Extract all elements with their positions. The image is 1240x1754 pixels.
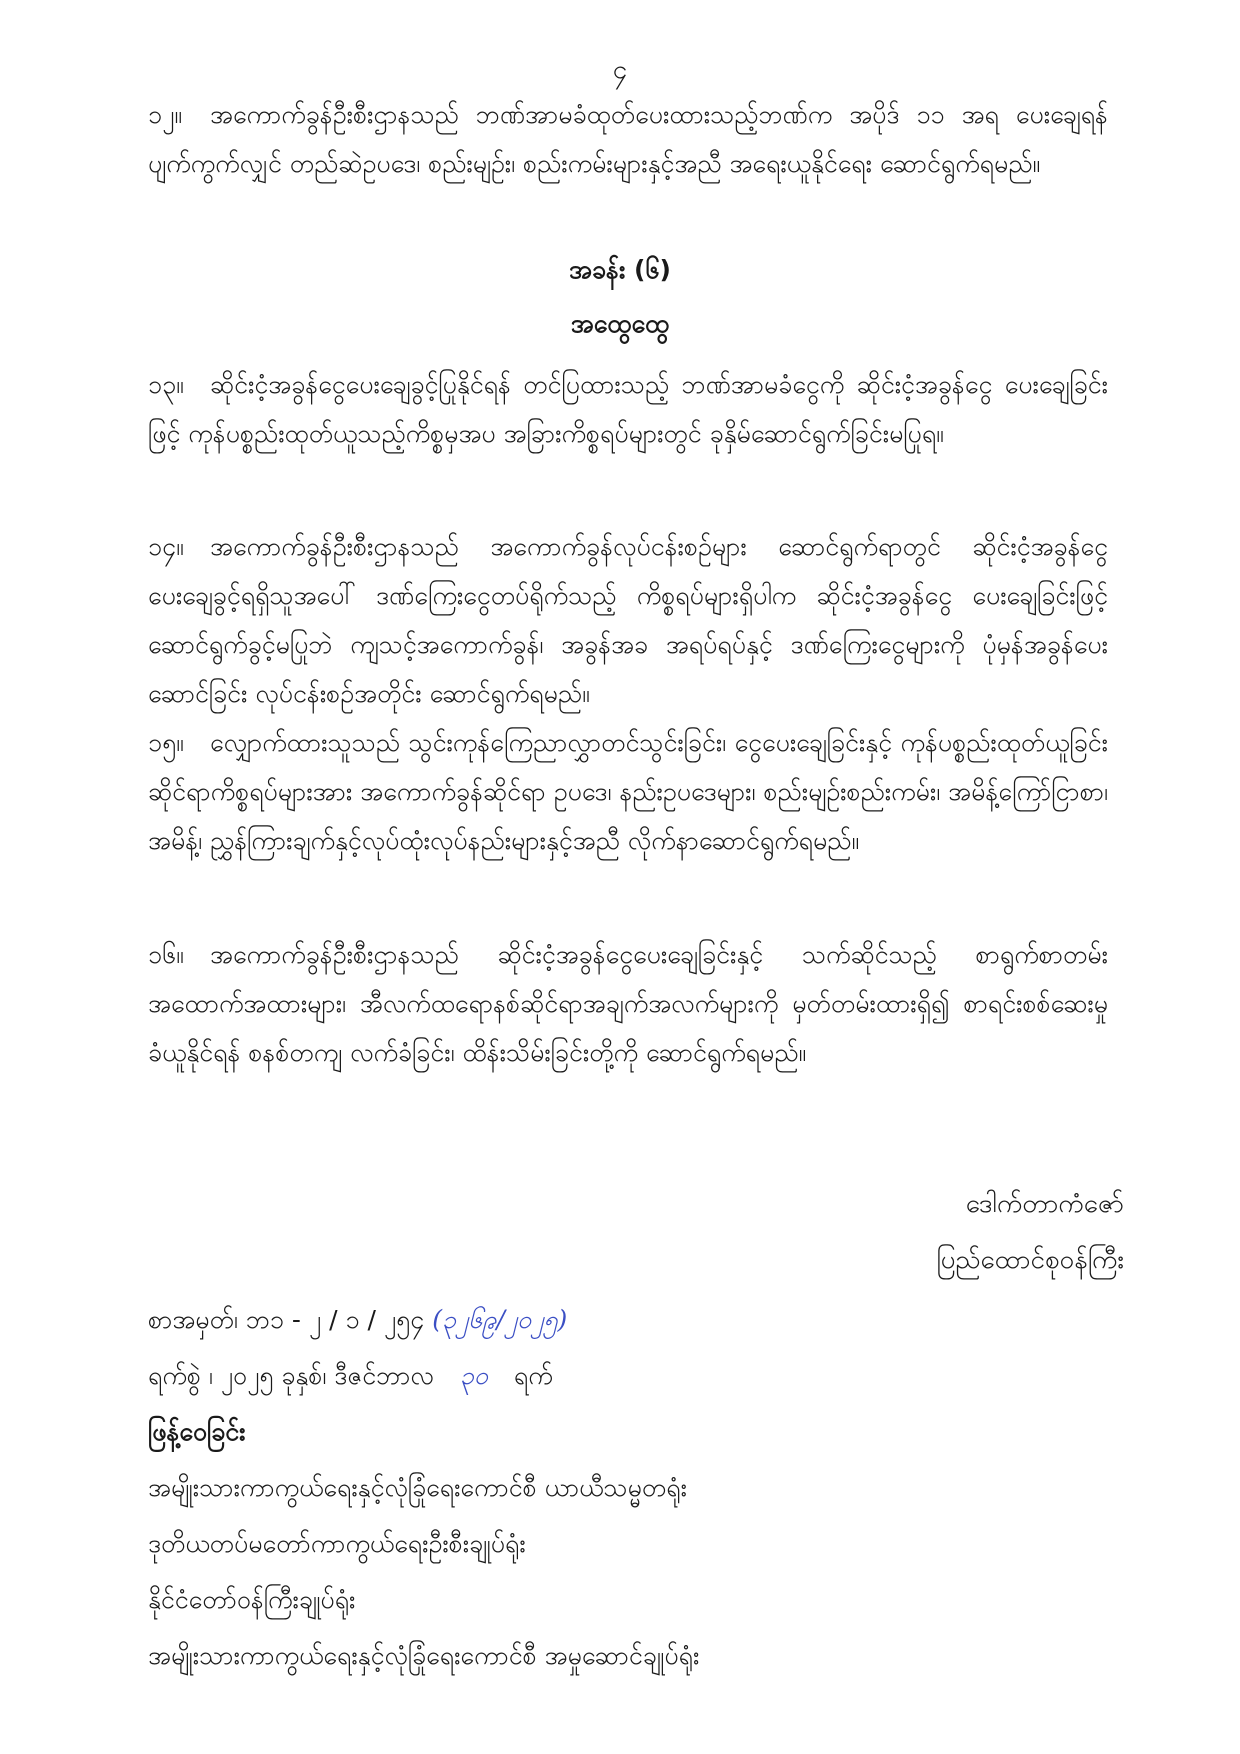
distribution-item: နိုင်ငံတော်ဝန်ကြီးချုပ်ရုံး xyxy=(148,1585,356,1614)
document-date xyxy=(148,1356,553,1396)
signatory-name: ဒေါက်တာကံဇော် xyxy=(965,1189,1124,1219)
date-prefix: ရက်စွဲ ၊ ၂၀၂၅ ခုနှစ်၊ ဒီဇင်ဘာလ xyxy=(148,1361,434,1390)
paragraph-number: ၁၃။ xyxy=(148,370,184,399)
distribution-item: အမျိုးသားကာကွယ်ရေးနှင့်လုံခြုံရေးကောင်စီ အမှုဆောင်ချုပ်ရုံး xyxy=(148,1641,700,1670)
distribution-item: အမျိုးသားကာကွယ်ရေးနှင့်လုံခြုံရေးကောင်စီ ယာယီသမ္မတရုံး xyxy=(148,1473,687,1502)
chapter-heading: အခန်း (၆) xyxy=(569,255,671,284)
paragraph-number: ၁၅။ xyxy=(148,728,184,757)
reference-label: စာအမှတ်၊ xyxy=(148,1305,238,1334)
reference-handwritten: (၃၂၆၉/၂၀၂၅) xyxy=(432,1305,568,1334)
signatory-title: ပြည်ထောင်စုဝန်ကြီး xyxy=(936,1245,1124,1275)
reference-number xyxy=(148,1300,567,1340)
reference-code: ဘ၁ - ၂ / ၁ / ၂၅၄ xyxy=(245,1305,425,1334)
paragraph-text: ဆိုင်းငံ့အခွန်ငွေပေးချေခွင့်ပြုနိုင်ရန် တင်ပြထားသည့် ဘဏ်အာမခံငွေကို ဆိုင်းငံ့အခွန်ငွေ ပေးချေခြင်းဖြင့် ကုန်ပစ္စည်းထုတ်ယူသည့်ကိစ္စမှအပ အခြားကိစ္စရပ်များတွင် ခုနှိမ်ဆောင်ရွက်ခြင်းမပြုရ။ xyxy=(148,370,1108,448)
paragraph-number: ၁၂။ xyxy=(148,100,182,129)
page-number: ၄ xyxy=(612,55,628,85)
paragraph-text: အကောက်ခွန်ဦးစီးဌာနသည် ဘဏ်အာမခံထုတ်ပေးထားသည့်ဘဏ်က အပိုဒ် ၁၁ အရ ပေးချေရန် ပျက်ကွက်လျှင် တည်ဆဲဥပဒေ၊ စည်းမျဉ်း၊ စည်းကမ်းများနှင့်အညီ အရေးယူနိုင်ရေး ဆောင်ရွက်ရမည်။ xyxy=(148,100,1108,178)
paragraph-number: ၁၄။ xyxy=(148,532,184,561)
paragraph-text: လျှောက်ထားသူသည် သွင်းကုန်ကြေညာလွှာတင်သွင်းခြင်း၊ ငွေပေးချေခြင်းနှင့် ကုန်ပစ္စည်းထုတ်ယူခြင်းဆိုင်ရာကိစ္စရပ်များအား အကောက်ခွန်ဆိုင်ရာ ဥပဒေ၊ နည်းဥပဒေများ၊ စည်းမျဉ်းစည်းကမ်း၊ အမိန့်ကြော်ငြာစာ၊ အမိန့်၊ ညွှန်ကြားချက်နှင့်လုပ်ထုံးလုပ်နည်းများနှင့်အညီ လိုက်နာဆောင်ရွက်ရမည်။ xyxy=(148,728,1108,855)
paragraph-text: အကောက်ခွန်ဦးစီးဌာနသည် ဆိုင်းငံ့အခွန်ငွေပေးချေခြင်းနှင့် သက်ဆိုင်သည့် စာရွက်စာတမ်းအထောက်အထားများ၊ အီလက်ထရောနစ်ဆိုင်ရာအချက်အလက်များကို မှတ်တမ်းထားရှိ၍ စာရင်းစစ်ဆေးမှုခံယူနိုင်ရန် စနစ်တကျ လက်ခံခြင်း၊ ထိန်းသိမ်းခြင်းတို့ကို ဆောင်ရွက်ရမည်။ xyxy=(148,940,1108,1067)
distribution-item: ဒုတိယတပ်မတော်ကာကွယ်ရေးဦးစီးချုပ်ရုံး xyxy=(148,1529,526,1558)
date-day-handwritten: ၃၀ xyxy=(459,1361,488,1390)
paragraph-12 xyxy=(148,90,1108,188)
date-suffix: ရက် xyxy=(513,1361,553,1390)
paragraph-number: ၁၆။ xyxy=(148,940,184,969)
paragraph-14 xyxy=(148,522,1108,718)
chapter-title: အထွေထွေ xyxy=(570,309,670,338)
distribution-heading: ဖြန့်ဝေခြင်း xyxy=(148,1417,246,1446)
paragraph-13 xyxy=(148,360,1108,458)
paragraph-16 xyxy=(148,930,1108,1077)
paragraph-text: အကောက်ခွန်ဦးစီးဌာနသည် အကောက်ခွန်လုပ်ငန်းစဉ်များ ဆောင်ရွက်ရာတွင် ဆိုင်းငံ့အခွန်ငွေ ပေးချေခွင့်ရရှိသူအပေါ် ဒဏ်ကြေးငွေတပ်ရိုက်သည့် ကိစ္စရပ်များရှိပါက ဆိုင်းငံ့အခွန်ငွေ ပေးချေခြင်းဖြင့် ဆောင်ရွက်ခွင့်မပြုဘဲ ကျသင့်အကောက်ခွန်၊ အခွန်အခ အရပ်ရပ်နှင့် ဒဏ်ကြေးငွေများကို ပုံမှန်အခွန်ပေးဆောင်ခြင်း လုပ်ငန်းစဉ်အတိုင်း ဆောင်ရွက်ရမည်။ xyxy=(148,532,1108,708)
paragraph-15 xyxy=(148,718,1108,865)
